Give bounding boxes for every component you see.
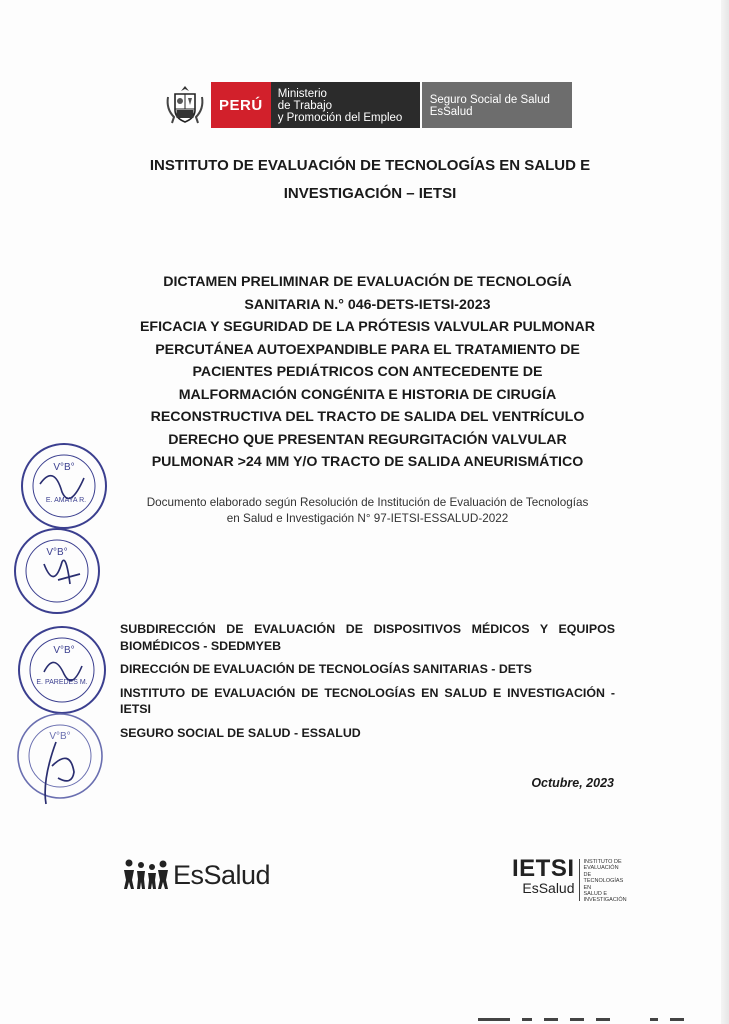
institute-title-line-1: INSTITUTO DE EVALUACIÓN DE TECNOLOGÍAS EN SALUD E <box>149 157 591 174</box>
peru-crest-icon <box>163 82 207 128</box>
ietsi-caption-line: INVESTIGACIÓN <box>583 897 627 904</box>
agency-line-2: EsSalud <box>429 105 473 118</box>
ministry-line-1: Ministerio <box>277 87 327 100</box>
essalud-logo <box>122 858 270 890</box>
ietsi-logo <box>512 855 627 904</box>
approval-stamp <box>10 524 104 623</box>
scan-artifact <box>522 1018 532 1021</box>
ministry-label <box>271 82 420 128</box>
organization-item: INSTITUTO DE EVALUACIÓN DE TECNOLOGÍAS EN SALUD E INVESTIGACIÓN - IETSI <box>120 685 615 716</box>
agency-line-1: Seguro Social de Salud <box>429 93 550 106</box>
organization-item: SUBDIRECCIÓN DE EVALUACIÓN DE DISPOSITIVOS MÉDICOS Y EQUIPOS BIOMÉDICOS - SDEDMYEB <box>120 622 615 653</box>
dictamen-line: DERECHO QUE PRESENTAN REGURGITACIÓN VALVULAR <box>168 431 567 448</box>
ietsi-caption-line: INSTITUTO DE <box>583 859 622 865</box>
scan-artifact <box>670 1018 684 1021</box>
approval-stamp <box>18 440 110 537</box>
document-note-line-1: Documento elaborado según Resolución de Institución de Evaluación de Tecnologías <box>146 496 589 509</box>
document-date: Octubre, 2023 <box>531 776 614 790</box>
scan-artifact <box>544 1018 558 1021</box>
organization-list <box>120 621 615 748</box>
ietsi-caption-line: TECNOLOGÍAS EN <box>583 878 624 891</box>
stamp-title: V°B° <box>53 645 75 656</box>
ietsi-caption-line: EVALUACIÓN DE <box>583 865 619 878</box>
dictamen-line: MALFORMACIÓN CONGÉNITA E HISTORIA DE CIRUGÍA <box>178 386 557 403</box>
ietsi-logo-caption <box>583 857 627 904</box>
essalud-logo-text: EsSalud <box>173 860 271 890</box>
ietsi-logo-text: IETSI <box>512 855 575 882</box>
page-edge <box>721 0 729 1024</box>
dictamen-title <box>100 271 635 474</box>
ietsi-logo-divider <box>579 859 580 901</box>
dictamen-line: PERCUTÁNEA AUTOEXPANDIBLE PARA EL TRATAMIENTO DE <box>155 341 580 358</box>
stamp-name: E. PAREDES M. <box>36 679 88 686</box>
dictamen-line: PULMONAR >24 MM Y/O TRACTO DE SALIDA ANEURISMÁTICO <box>151 454 584 470</box>
scan-artifact <box>596 1018 610 1021</box>
institute-title-line-2: INVESTIGACIÓN – IETSI <box>283 185 457 202</box>
essalud-agency-label <box>422 82 572 128</box>
scan-artifact <box>478 1018 510 1021</box>
family-icon <box>122 858 170 890</box>
dictamen-line: DICTAMEN PRELIMINAR DE EVALUACIÓN DE TECNOLOGÍA <box>163 274 572 290</box>
document-note-line-2: en Salud e Investigación N° 97-IETSI-ESSALUD-2022 <box>226 512 509 525</box>
ministry-line-2: de Trabajo <box>277 99 333 112</box>
document-note <box>100 495 635 527</box>
institute-title <box>100 152 640 208</box>
stamp-title: V°B° <box>46 547 68 558</box>
organization-item: SEGURO SOCIAL DE SALUD - ESSALUD <box>120 725 361 740</box>
header-banner <box>163 82 572 128</box>
dictamen-line: RECONSTRUCTIVA DEL TRACTO DE SALIDA DEL VENTRÍCULO <box>150 409 585 425</box>
ietsi-caption-line: SALUD E <box>583 891 608 898</box>
stamp-title: V°B° <box>53 462 75 473</box>
dictamen-line: SANITARIA N.° 046-DETS-IETSI-2023 <box>244 296 491 313</box>
organization-item: DIRECCIÓN DE EVALUACIÓN DE TECNOLOGÍAS SANITARIAS - DETS <box>120 662 532 676</box>
stamp-title: V°B° <box>49 731 71 742</box>
stamp-name: E. AMAYA R. <box>45 497 87 504</box>
scan-artifact <box>650 1018 658 1021</box>
scan-artifact <box>570 1018 584 1021</box>
ministry-line-3: y Promoción del Empleo <box>277 111 403 124</box>
approval-stamp <box>12 708 108 823</box>
dictamen-line: EFICACIA Y SEGURIDAD DE LA PRÓTESIS VALVULAR PULMONAR <box>139 319 596 335</box>
peru-label: PERÚ <box>211 82 271 128</box>
dictamen-line: PACIENTES PEDIÁTRICOS CON ANTECEDENTE DE <box>192 364 543 380</box>
ietsi-logo-sub: EsSalud <box>522 880 575 896</box>
